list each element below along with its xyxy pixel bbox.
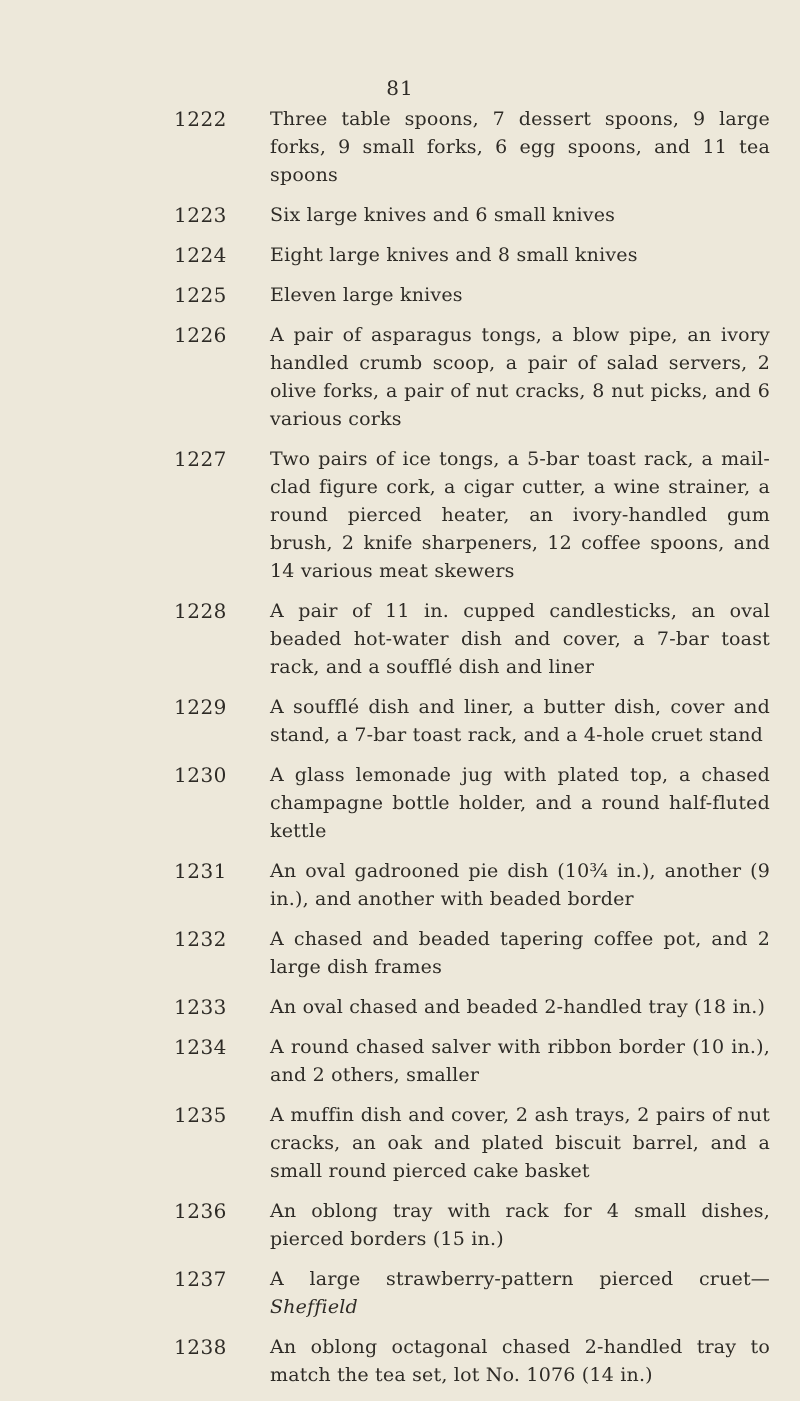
lot-number: 1226	[174, 323, 227, 347]
lot-number: 1236	[174, 1199, 227, 1223]
lot-number: 1225	[174, 283, 227, 307]
lot-description: Two pairs of ice tongs, a 5-bar toast rack, a mail-clad figure cork, a cigar cutter, a wine strainer, a round pierced heater, an ivory-handled gum brush, 2 knife sharpeners, 12 coffee spoons, and 14 various meat skewers	[270, 448, 770, 582]
lot-number: 1223	[174, 203, 227, 227]
lot-entry	[0, 1197, 800, 1253]
lot-entry	[0, 281, 800, 309]
lot-description: An oblong octagonal chased 2-handled tray to match the tea set, lot No. 1076 (14 in.)	[270, 1336, 770, 1386]
lot-description: Eleven large knives	[270, 284, 463, 306]
lot-description-text: A large strawberry-pattern pierced cruet—	[270, 1268, 770, 1290]
lot-description: Three table spoons, 7 dessert spoons, 9 large forks, 9 small forks, 6 egg spoons, and 11 tea spoons	[270, 108, 770, 186]
lot-number: 1228	[174, 599, 227, 623]
lot-description: An oval gadrooned pie dish (10¾ in.), another (9 in.), and another with beaded border	[270, 860, 770, 910]
lot-number: 1232	[174, 927, 227, 951]
lot-number: 1233	[174, 995, 227, 1019]
lot-description: An oval chased and beaded 2-handled tray (18 in.)	[270, 996, 766, 1018]
lot-number: 1229	[174, 695, 227, 719]
lot-list	[0, 105, 800, 1401]
lot-number: 1231	[174, 859, 227, 883]
lot-description: A pair of asparagus tongs, a blow pipe, an ivory handled crumb scoop, a pair of salad servers, 2 olive forks, a pair of nut cracks, 8 nut picks, and 6 various corks	[270, 324, 770, 430]
lot-description: A soufflé dish and liner, a butter dish, cover and stand, a 7-bar toast rack, and a 4-hole cruet stand	[270, 696, 770, 746]
lot-entry	[0, 321, 800, 433]
lot-entry	[0, 1333, 800, 1389]
lot-entry	[0, 693, 800, 749]
lot-description: A muffin dish and cover, 2 ash trays, 2 pairs of nut cracks, an oak and plated biscuit barrel, and a small round pierced cake basket	[270, 1104, 770, 1182]
lot-description: Eight large knives and 8 small knives	[270, 244, 638, 266]
maker-mark: Sheffield	[270, 1296, 358, 1318]
lot-description: A round chased salver with ribbon border (10 in.), and 2 others, smaller	[270, 1036, 770, 1086]
lot-description: An oblong tray with rack for 4 small dishes, pierced borders (15 in.)	[270, 1200, 770, 1250]
lot-description: A glass lemonade jug with plated top, a chased champagne bottle holder, and a round half-fluted kettle	[270, 764, 770, 842]
lot-entry	[0, 1265, 800, 1321]
lot-description: A chased and beaded tapering coffee pot, and 2 large dish frames	[270, 928, 770, 978]
lot-number: 1224	[174, 243, 227, 267]
lot-entry	[0, 597, 800, 681]
lot-entry	[0, 925, 800, 981]
lot-number: 1237	[174, 1267, 227, 1291]
lot-entry	[0, 1033, 800, 1089]
lot-description: Six large knives and 6 small knives	[270, 204, 616, 226]
lot-description	[264, 1265, 770, 1321]
lot-number: 1238	[174, 1335, 227, 1359]
page-number: 81	[386, 76, 414, 100]
lot-number: 1234	[174, 1035, 227, 1059]
lot-entry	[0, 105, 800, 189]
lot-entry	[0, 993, 800, 1021]
lot-entry	[0, 241, 800, 269]
lot-entry	[0, 857, 800, 913]
lot-number: 1230	[174, 763, 227, 787]
lot-entry	[0, 761, 800, 845]
lot-description: A pair of 11 in. cupped candlesticks, an oval beaded hot-water dish and cover, a 7-bar toast rack, and a soufflé dish and liner	[270, 600, 770, 678]
lot-number: 1222	[174, 107, 227, 131]
lot-entry	[0, 201, 800, 229]
lot-number: 1227	[174, 447, 227, 471]
lot-entry	[0, 445, 800, 585]
lot-entry	[0, 1101, 800, 1185]
lot-number: 1235	[174, 1103, 227, 1127]
